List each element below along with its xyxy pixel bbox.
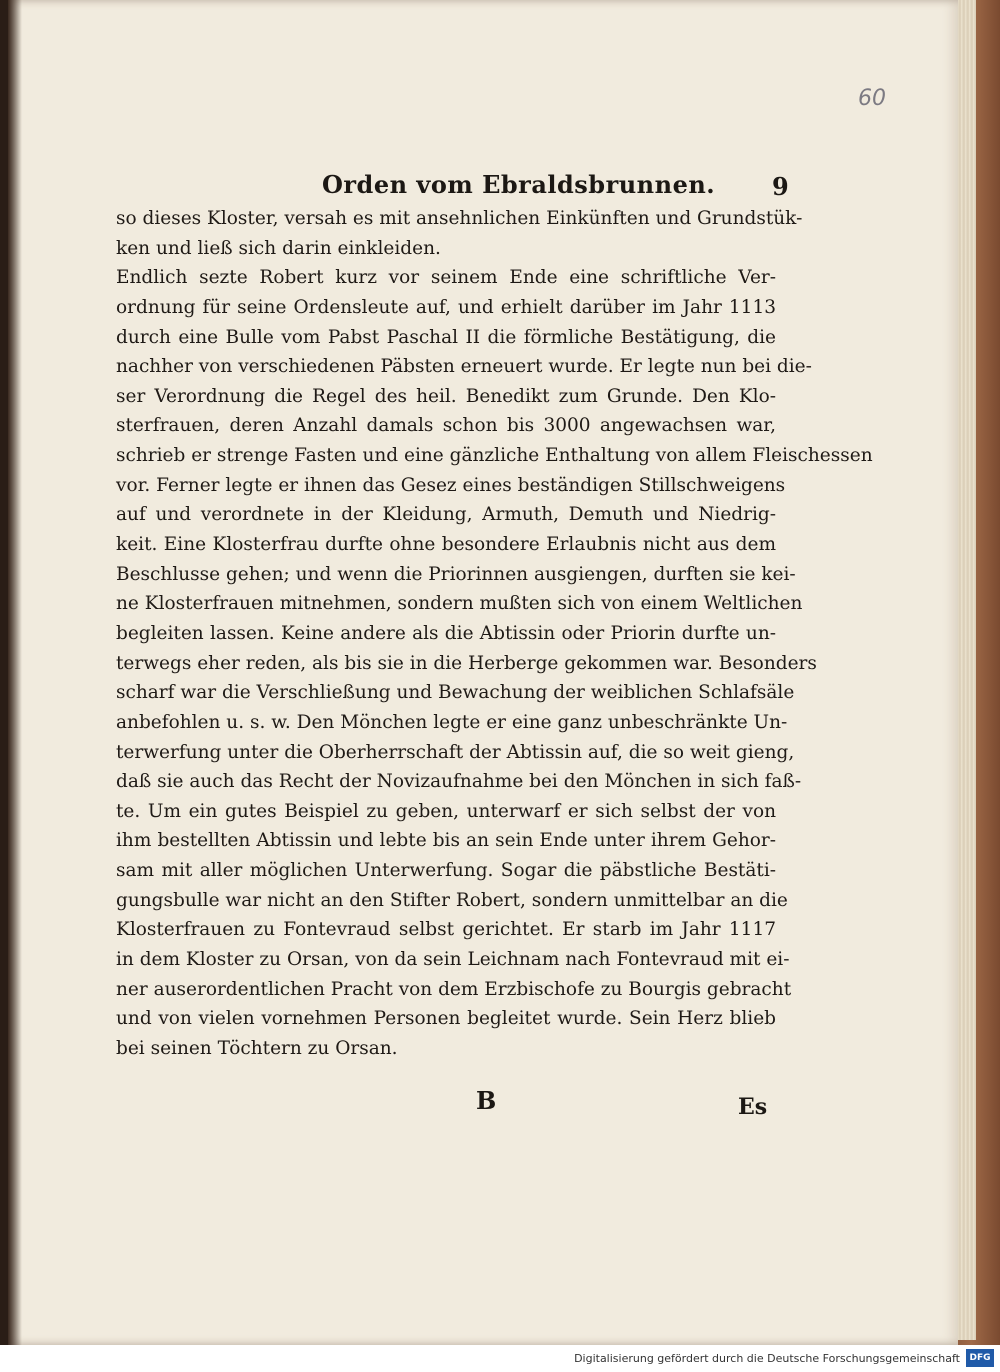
text-line: sam mit aller möglichen Unterwerfung. Sogar die päbstliche Bestäti- — [116, 860, 776, 882]
text-line: daß sie auch das Recht der Novizaufnahme bei den Mönchen in sich faß- — [116, 771, 802, 793]
text-line: gungsbulle war nicht an den Stifter Robert, sondern unmittelbar an die — [116, 889, 788, 911]
text-line: scharf war die Verschließung und Bewachung der weiblichen Schlafsäle — [116, 682, 795, 704]
text-line: sterfrauen, deren Anzahl damals schon bis 3000 angewachsen war, — [116, 415, 776, 437]
funding-credit: Digitalisierung gefördert durch die Deutsche Forschungsgemeinschaft — [574, 1352, 960, 1365]
text-line: ihm bestellten Abtissin und lebte bis an sein Ende unter ihrem Gehor- — [116, 830, 776, 852]
text-line: bei seinen Töchtern zu Orsan. — [116, 1037, 398, 1059]
body-text — [116, 204, 873, 1064]
dfg-logo-icon: DFG — [966, 1349, 994, 1367]
text-line: ken und ließ sich darin einkleiden. — [116, 237, 441, 259]
text-line: te. Um ein gutes Beispiel zu geben, unterwarf er sich selbst der von — [116, 800, 776, 822]
text-line: in dem Kloster zu Orsan, von da sein Leichnam nach Fontevraud mit ei- — [116, 949, 790, 971]
text-line: nachher von verschiedenen Päbsten erneuert wurde. Er legte nun bei die- — [116, 356, 812, 378]
handwritten-page-number: 60 — [858, 86, 886, 111]
text-line: so dieses Kloster, versah es mit ansehnlichen Einkünften und Grundstük- — [116, 208, 803, 229]
text-line: ne Klosterfrauen mitnehmen, sondern mußten sich von einem Weltlichen — [116, 593, 803, 615]
running-header: Orden vom Ebraldsbrunnen. — [322, 170, 716, 199]
text-line: Endlich sezte Robert kurz vor seinem Ende eine schriftliche Ver- — [116, 267, 776, 289]
text-line: terwerfung unter die Oberherrschaft der Abtissin auf, die so weit gieng, — [116, 741, 795, 763]
page-gutter-shadow — [8, 0, 22, 1345]
text-line: anbefohlen u. s. w. Den Mönchen legte er eine ganz unbeschränkte Un- — [116, 711, 788, 733]
text-line: Klosterfrauen zu Fontevraud selbst gerichtet. Er starb im Jahr 1117 — [116, 919, 776, 941]
text-line: begleiten lassen. Keine andere als die Abtissin oder Priorin durfte un- — [116, 622, 776, 644]
catchword: Es — [738, 1094, 768, 1120]
signature-mark: B — [476, 1086, 497, 1115]
page-number: 9 — [772, 172, 789, 201]
text-line: ordnung für seine Ordensleute auf, und erhielt darüber im Jahr 1113 — [116, 296, 776, 318]
text-line: und von vielen vornehmen Personen begleitet wurde. Sein Herz blieb — [116, 1008, 776, 1030]
text-line: schrieb er strenge Fasten und eine gänzliche Enthaltung von allem Fleischessen — [116, 445, 873, 467]
text-line: Beschlusse gehen; und wenn die Priorinnen ausgiengen, durften sie kei- — [116, 563, 796, 585]
text-line: ner auserordentlichen Pracht von dem Erzbischofe zu Bourgis gebracht — [116, 978, 792, 1000]
text-line: terwegs eher reden, als bis sie in die Herberge gekommen war. Besonders — [116, 652, 817, 674]
text-line: vor. Ferner legte er ihnen das Gesez eines beständigen Stillschweigens — [116, 474, 786, 496]
text-line: durch eine Bulle vom Pabst Paschal II die förmliche Bestätigung, die — [116, 326, 776, 348]
text-line: keit. Eine Klosterfrau durfte ohne besondere Erlaubnis nicht aus dem — [116, 534, 776, 556]
text-line: ser Verordnung die Regel des heil. Benedikt zum Grunde. Den Klo- — [116, 385, 776, 407]
text-line: auf und verordnete in der Kleidung, Armuth, Demuth und Niedrig- — [116, 504, 776, 526]
